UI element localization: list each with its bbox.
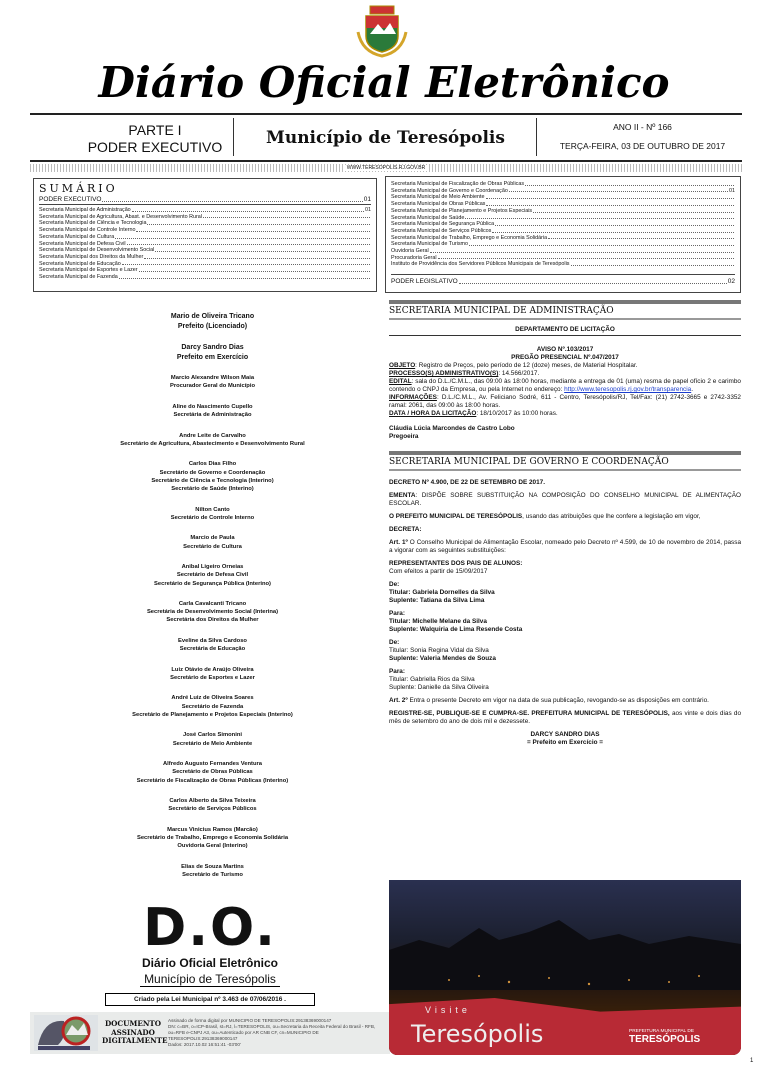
summary-label: Secretaria Municipal de Segurança Pública (391, 221, 495, 228)
art2-label: Art. 2º (389, 697, 408, 704)
leader-dots (127, 241, 370, 246)
leader-dots (465, 215, 734, 220)
edital-text: : sala do D.L./C.M.L., das 09:00 às 18:00 horas, mediante a entrega de 01 (uma) resma de papel ofício 2 e carimbo contendo o CNPJ da Empresa, ou pela Internet no endereço: (389, 378, 741, 393)
summary-entry[interactable] (39, 214, 371, 221)
summary-label: Secretaria Municipal de Fazenda (39, 274, 118, 281)
official-role: Secretária de Desenvolvimento Social (Interina) (146, 609, 279, 616)
leader-dots (486, 201, 734, 206)
edition-date: TERÇA-FEIRA, 03 DE OUTUBRO DE 2017 (559, 141, 726, 151)
date-label: DATA / HORA DA LICITAÇÃO (389, 410, 477, 417)
art2-text: Entra o presente Decreto em vigor na data de sua publicação, revogando-se as disposições em contrário. (407, 697, 709, 704)
closing-label: REGISTRE-SE, PUBLIQUE-SE E CUMPRA-SE. PREFEITURA MUNICIPAL DE TERESÓPOLIS, (389, 710, 670, 717)
official-role: Secretário de Cultura (183, 543, 242, 550)
official-role: Secretário de Planejamento e Projetos Especiais (Interino) (132, 711, 293, 718)
signature-detail-line: Dados: 2017.10.02 16:51:41 -03'00' (168, 1042, 241, 1047)
summary-page: 01 (365, 207, 371, 213)
summary-entry[interactable] (39, 261, 371, 268)
do-logo (30, 900, 390, 1006)
summary-label: Secretaria Municipal de Agricultura, Abast. e Desenvolvimento Rural (39, 213, 202, 220)
ad-visite: Visite (425, 1005, 471, 1015)
leader-dots (115, 234, 370, 239)
publication-title: Diário Oficial Eletrônico (98, 58, 670, 107)
objeto-text: : Registro de Preços, pelo período de 12 (doze) meses, de Material Hospitalar. (415, 362, 638, 369)
summary-entry[interactable] (39, 220, 371, 227)
official-entry (40, 863, 385, 880)
leader-dots (525, 181, 734, 186)
official-role: Secretário de Serviços Públicos (168, 806, 257, 813)
official-name: Marcio Alexandre Wilson Maia (170, 375, 255, 382)
official-entry (40, 731, 385, 748)
art1-text: O Conselho Municipal de Alimentação Escolar, nomeado pelo Decreto nº 4.599, de 10 de novembro de 2014, passa a vigorar com as seguintes substituições: (389, 539, 742, 554)
summary-entry[interactable] (391, 241, 735, 248)
transparency-link[interactable]: http://www.teresopolis.rj.gov.br/transparencia (564, 386, 692, 393)
prefeito-text: , usando das atribuições que lhe confere a legislação em vigor, (522, 513, 701, 520)
summary-label: Procuradoria Geral (391, 254, 437, 261)
summary-label: Secretaria Municipal de Serviços Públicos (391, 227, 492, 234)
summary-entry[interactable] (391, 188, 735, 195)
summary-label: PODER EXECUTIVO (39, 196, 102, 203)
official-entry (40, 374, 385, 391)
digital-signature-seal-icon (34, 1015, 98, 1051)
divider (30, 113, 742, 115)
ad-pref-small: PREFEITURA MUNICIPAL DE (629, 1028, 695, 1034)
summary-label: Secretaria Municipal de Defesa Civil (39, 240, 126, 247)
divider (233, 118, 234, 156)
official-name: Mario de Oliveira Tricano (170, 313, 255, 320)
section-heading-admin: SECRETARIA MUNICIPAL DE ADMINISTRAÇÃO (389, 304, 741, 320)
official-role: Secretário de Saúde (Interino) (171, 486, 254, 493)
official-role: Secretário de Governo e Coordenação (159, 469, 266, 476)
official-name: Andre Leite de Carvalho (179, 432, 246, 439)
substitutions-list (389, 581, 741, 692)
ementa-label: EMENTA (389, 492, 416, 499)
official-role: Secretária de Administração (173, 412, 252, 419)
mountain-skyline-image (389, 910, 741, 990)
substitution-titular: Titular: Gabriella Rios da Silva (389, 676, 475, 683)
leader-dots (132, 207, 364, 212)
summary-main-entry[interactable] (39, 195, 371, 205)
signature-label-line: ASSINADO (111, 1027, 155, 1037)
official-role: Secretária dos Direitos da Mulher (166, 617, 259, 624)
summary-label: Secretaria Municipal de Planejamento e Projetos Especiais (391, 207, 533, 214)
official-role: Secretário de Obras Públicas (172, 769, 253, 776)
summary-page: 01 (729, 187, 735, 194)
decree-signer-role: = Prefeito em Exercício = (526, 739, 604, 746)
summary-label: Secretaria Municipal de Desenvolvimento Social (39, 247, 155, 254)
summary-label: Secretaria Municipal de Governo e Coordenação (391, 187, 508, 194)
official-name: Nilton Canto (195, 506, 230, 513)
official-role: Secretário de Fazenda (181, 703, 244, 710)
ad-prefeitura (629, 1029, 700, 1046)
summary-entry[interactable] (391, 235, 735, 242)
signature-label-line: DOCUMENTO (104, 1019, 162, 1029)
official-name: Carla Cavalcanti Tricano (178, 600, 247, 607)
substitution-suplente: Suplente: Danielle da Silva Oliveira (389, 684, 489, 691)
leader-dots (486, 194, 735, 199)
objeto-label: OBJETO (389, 362, 416, 369)
official-entry (40, 403, 385, 420)
summary-label: Secretaria Municipal de Trabalho, Emprego e Economia Solidária (391, 234, 548, 241)
official-role: Procurador Geral do Município (169, 383, 256, 390)
summary-entry[interactable] (39, 247, 371, 254)
summary-label: Secretaria Municipal de Meio Ambiente (391, 194, 485, 201)
substitution-suplente: Suplente: Tatiana da Silva Lima (389, 597, 485, 604)
leader-dots (492, 228, 734, 233)
official-entry (40, 637, 385, 654)
official-role: Secretário de Esportes e Lazer (170, 674, 255, 681)
leader-dots (571, 261, 735, 266)
summary-entry[interactable] (391, 255, 735, 262)
substitution-entry (389, 668, 741, 692)
official-name: André Luiz de Oliveira Soares (171, 695, 254, 702)
leader-dots (144, 254, 370, 259)
official-role: Secretário de Defesa Civil (176, 572, 249, 579)
official-role: Secretário de Turismo (182, 871, 243, 878)
ad-city: Teresópolis (411, 1020, 544, 1048)
official-entry (40, 666, 385, 683)
leader-dots (139, 267, 370, 272)
rep-title: REPRESENTANTES DOS PAIS DE ALUNOS: (389, 560, 523, 567)
prefeito-label: O PREFEITO MUNICIPAL DE TERESÓPOLIS (389, 513, 523, 520)
leader-dots (533, 208, 734, 213)
official-role: Prefeito em Exercício (176, 353, 249, 361)
substitution-titular: Titular: Michelle Melane da Silva (389, 618, 487, 625)
processo-label: PROCESSO(S) ADMINISTRATIVO(S) (389, 370, 499, 377)
branch-name: PODER EXECUTIVO (87, 139, 223, 155)
summary-label: Ouvidoria Geral (391, 248, 429, 255)
summary-label: Secretaria Municipal de Esportes e Lazer (39, 267, 138, 274)
website-url[interactable] (30, 164, 742, 172)
leader-dots (430, 248, 734, 253)
signature-label (102, 1019, 168, 1046)
summary-label: Secretaria Municipal dos Direitos da Mulher (39, 253, 144, 260)
leader-dots (438, 255, 734, 260)
substitution-entry (389, 610, 741, 634)
official-role: Secretária de Educação (179, 646, 246, 653)
leader-dots (203, 214, 370, 219)
leader-dots (119, 274, 370, 279)
official-name: Marcus Vinicius Ramos (Marcão) (167, 826, 258, 833)
summary-label: Secretaria Municipal de Obras Públicas (391, 201, 486, 208)
decreta-label: DECRETA: (389, 526, 422, 533)
info-label: INFORMAÇÕES (389, 394, 437, 401)
official-role: Secretário de Fiscalização de Obras Públicas (Interino) (136, 777, 289, 784)
official-role: Secretário de Ciência e Tecnologia (Interino) (151, 477, 274, 484)
leader-dots (495, 221, 734, 226)
substitution-entry (389, 581, 741, 605)
summary-entry[interactable] (391, 208, 735, 215)
official-name: José Carlos Simonini (183, 732, 242, 739)
summary-label: Secretaria Municipal de Administração (39, 207, 131, 213)
summary-label: Secretaria Municipal de Cultura (39, 233, 115, 240)
substitution-suplente: Suplente: Walquiria de Lima Resende Costa (389, 626, 523, 633)
official-role: Secretário de Segurança Pública (Interino) (154, 580, 271, 587)
do-name: Diário Oficial Eletrônico (141, 956, 279, 970)
official-entry (40, 506, 385, 523)
signature-label-line: DIGITALMENTE (102, 1036, 168, 1046)
official-name: Carlos Dias Filho (188, 461, 237, 468)
leader-dots (509, 188, 728, 193)
summary-entry[interactable] (39, 254, 371, 261)
summary-left (33, 178, 377, 292)
edital-label: EDITAL (389, 378, 412, 385)
summary-entry[interactable] (391, 181, 735, 188)
rep-effect: Com efeitos a partir de 15/09/2017 (389, 568, 488, 575)
leader-dots (147, 220, 370, 225)
summary-label: Secretaria Municipal de Ciência e Tecnologia (39, 220, 147, 227)
summary-label: Instituto de Providência dos Servidores Públicos Municipais de Teresópolis (391, 261, 570, 268)
website-url-text[interactable]: WWW.TERESOPOLIS.RJ.GOV.BR (343, 165, 429, 171)
official-entry (40, 563, 385, 588)
substitution-head: Para: (389, 610, 405, 617)
part-number: PARTE I (128, 122, 182, 138)
substitution-entry (389, 639, 741, 663)
page-number: 1 (750, 1058, 754, 1064)
official-name: Carlos Alberto da Silva Teixeira (169, 797, 256, 804)
summary-entry[interactable] (39, 241, 371, 248)
summary-entry[interactable] (391, 215, 735, 222)
summary-label: Secretaria Municipal de Educação (39, 260, 121, 267)
summary-label: Secretaria Municipal de Turismo (391, 241, 468, 248)
ad-pref-big: TERESÓPOLIS (629, 1034, 701, 1045)
official-name: Anibal Ligeiro Orneias (181, 563, 244, 570)
decree-title: DECRETO Nº 4.900, DE 22 DE SETEMBRO DE 2017. (389, 479, 545, 486)
ementa-text: : DISPÕE SOBRE SUBSTITUIÇÃO NA COMPOSIÇÃO DO CONSELHO MUNICIPAL DE ALIMENTAÇÃO ESCOLAR. (389, 492, 741, 507)
official-entry (40, 343, 385, 362)
signature-detail-line: Assinado de forma digital por MUNICIPIO DE TERESOPOLIS:29138369000147 (168, 1018, 332, 1023)
municipality-name: Município de Teresópolis (266, 128, 505, 148)
substitution-head: De: (389, 581, 400, 588)
auction-number: PREGÃO PRESENCIAL Nº.047/2017 (511, 354, 619, 361)
leader-dots (155, 247, 370, 252)
official-name: Luiz Otávio de Araújo Oliveira (171, 666, 254, 673)
summary-entry[interactable] (391, 261, 735, 268)
summary-entry[interactable] (391, 221, 735, 228)
closing-text: aos vinte e dois dias do mês de setembro do ano de dois mil e dezessete. (389, 710, 741, 725)
substitution-titular: Titular: Gabriela Dornelles da Silva (389, 589, 495, 596)
divider (30, 160, 742, 162)
summary-label: Secretaria Municipal de Fiscalização de Obras Públicas (391, 181, 525, 187)
leader-dots (469, 241, 734, 246)
edition-info (540, 122, 745, 160)
edition-number: ANO II - Nº 166 (613, 122, 672, 132)
coat-of-arms-icon (352, 4, 412, 58)
signature-detail-line: DN: c=BR, o=ICP-Brasil, st=RJ, l=TERESOPOLIS, ou=Secretaria da Receita Federal do Brasil - RFB, ou=RFB e-CNPJ A3, ou=Autenticado por AR CNB CF, cn=MUNICIPIO DE TERESOPOLIS:29138369000147 (168, 1024, 376, 1041)
substitution-head: Para: (389, 668, 405, 675)
official-name: Alfredo Augusto Fernandes Ventura (163, 760, 262, 767)
summary-legislative-entry[interactable] (391, 274, 735, 286)
leader-dots (548, 235, 734, 240)
summary-right (385, 176, 741, 293)
part-label (80, 122, 230, 156)
signer-role: Pregoeira (389, 433, 419, 440)
summary-entry[interactable] (39, 234, 371, 241)
divider (536, 118, 537, 156)
substitution-titular: Titular: Sonia Regina Vidal da Silva (389, 647, 489, 654)
official-role: Secretário de Trabalho, Emprego e Economia Solidária (136, 834, 289, 841)
official-entry (40, 534, 385, 551)
official-entry (40, 760, 385, 785)
summary-label: Secretaria Municipal de Saúde (391, 214, 465, 221)
summary-entry[interactable] (391, 194, 735, 201)
summary-label: PODER LEGISLATIVO (391, 278, 458, 285)
official-role: Prefeito (Licenciado) (177, 322, 248, 330)
notice-body: OBJETO: Registro de Preços, pelo período de 12 (doze) meses, de Material Hospitalar. PROCESSO(S) ADMINISTRATIVO(S): 14.566/2017. EDITAL: sala do D.L./C.M.L., das 09:00 às 18:00 horas, mediante a entrega de 01 (uma) resma de papel ofício 2 e carimbo contendo o CNPJ da Empresa, ou pela Internet no endereço: http://www.teresopolis.rj.gov.br/transparencia. INFORMAÇÕES: D.L./C.M.L., Av. Feliciano Sodré, 611 - Centro, Teresópolis/RJ, Tel/Fax: (21) 2742-3665 e 2742-3352 ramal: 2061, das 09:00 às 18:00 horas. DATA / HORA DA LICITAÇÃO: 18/10/2017 às 10:00 horas. (389, 362, 741, 417)
summary-entry[interactable] (39, 274, 371, 281)
official-entry (40, 797, 385, 814)
summary-page: 01 (363, 196, 371, 203)
notice-number: AVISO Nº.103/2017 (536, 346, 594, 353)
section-heading-gov: SECRETARIA MUNICIPAL DE GOVERNO E COORDENAÇÃO (389, 455, 741, 471)
summary-entry[interactable] (391, 228, 735, 235)
leader-dots (459, 278, 727, 284)
info-text: : D.L./C.M.L., Av. Feliciano Sodré, 611 - Centro, Teresópolis/RJ, Tel/Fax: (21) 2742-3665 e 2742-3352 ramal: 2061, das 09:00 às 18:00 horas. (389, 394, 741, 409)
leader-dots (102, 195, 362, 202)
tourism-ad (389, 880, 741, 1055)
signer-name: Cláudia Lúcia Marcondes de Castro Lobo (389, 425, 515, 432)
date-text: : 18/10/2017 às 10:00 horas. (476, 410, 558, 417)
summary-entry[interactable] (39, 207, 371, 214)
officials-list (40, 312, 385, 891)
do-mark: D.O. (143, 898, 277, 958)
official-entry (40, 460, 385, 493)
official-entry (40, 312, 385, 331)
substitution-head: De: (389, 639, 400, 646)
official-role: Secretário de Meio Ambiente (172, 740, 253, 747)
official-name: Darcy Sandro Dias (181, 344, 244, 352)
do-law: Criado pela Lei Municipal nº 3.463 de 07/06/2016 . (105, 993, 315, 1006)
substitution-suplente: Suplente: Valeria Mendes de Souza (389, 655, 496, 662)
leader-dots (136, 227, 370, 232)
leader-dots (122, 261, 370, 266)
official-role: Ouvidoria Geral (Interino) (177, 843, 248, 850)
art1-label: Art. 1º (389, 539, 408, 546)
official-role: Secretário de Controle Interno (170, 514, 255, 521)
summary-title: SUMÁRIO (39, 182, 118, 195)
acts-column (389, 300, 741, 747)
official-entry (40, 826, 385, 851)
official-role: Secretário de Agricultura, Abastecimento e Desenvolvimento Rural (120, 440, 305, 447)
do-municipality: Município de Teresópolis (140, 972, 280, 987)
official-name: Elias de Souza Martins (181, 863, 244, 870)
digital-signature-block (30, 1012, 390, 1054)
signature-details (168, 1018, 386, 1048)
official-name: Eveline da Silva Cardoso (178, 637, 247, 644)
decree-signer: DARCY SANDRO DIAS (530, 731, 600, 738)
summary-page: 02 (727, 278, 735, 285)
summary-entry[interactable] (391, 201, 735, 208)
summary-entry[interactable] (39, 227, 371, 234)
processo-text: : 14.566/2017. (498, 370, 540, 377)
summary-entry[interactable] (39, 267, 371, 274)
official-entry (40, 694, 385, 719)
official-entry (40, 432, 385, 449)
summary-label: Secretaria Municipal de Controle Interno (39, 227, 136, 234)
summary-entry[interactable] (391, 248, 735, 255)
department-heading: DEPARTAMENTO DE LICITAÇÃO (389, 320, 741, 336)
official-name: Aline do Nascimento Cupello (172, 403, 253, 410)
official-name: Marcio de Paula (190, 535, 235, 542)
official-entry (40, 600, 385, 625)
